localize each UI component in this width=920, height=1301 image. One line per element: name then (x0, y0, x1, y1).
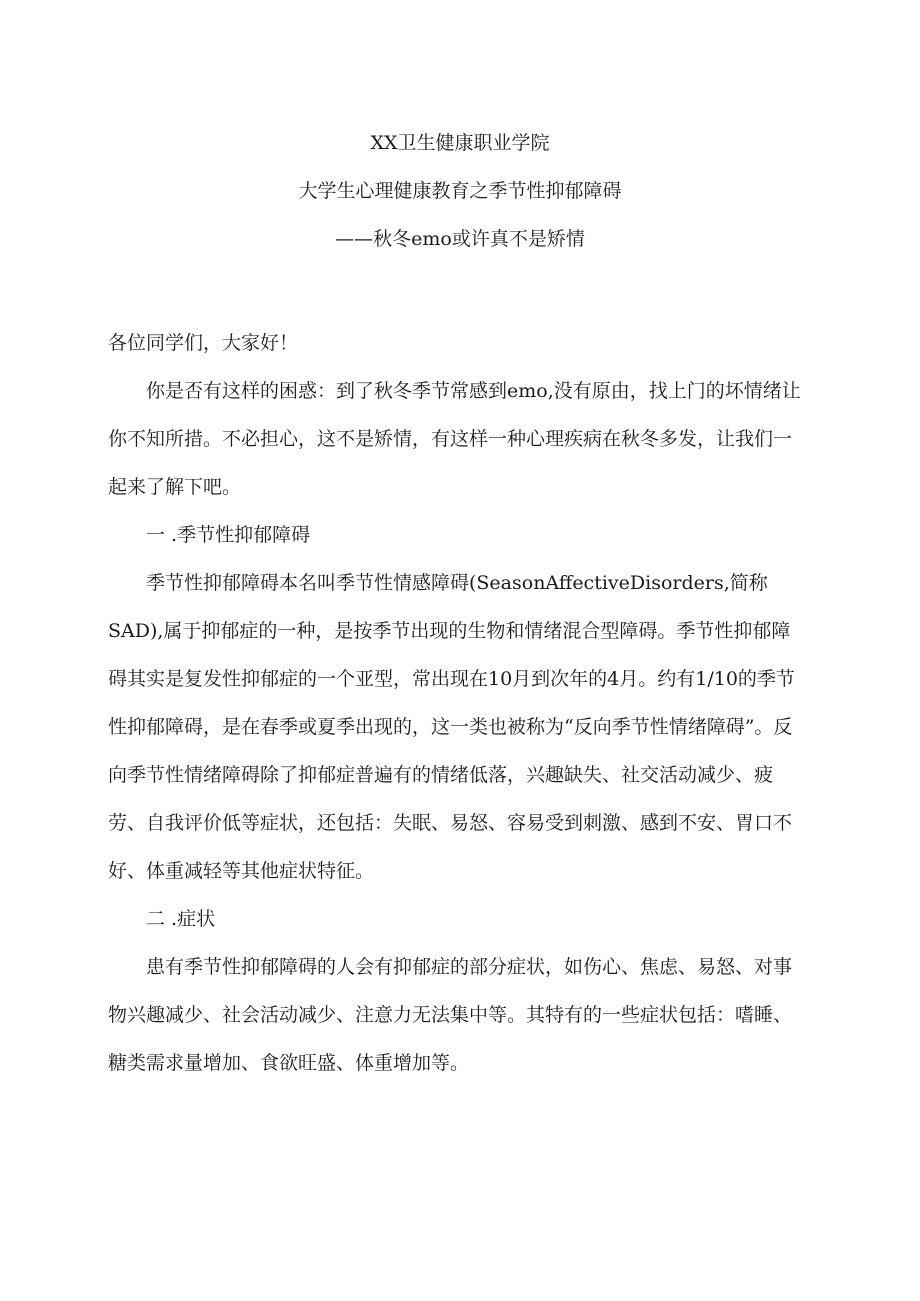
intro-paragraph: 你是否有这样的困惑：到了秋冬季节常感到emo,没有原由，找上门的坏情绪让你不知所措。不必担心，这不是矫情，有这样一种心理疾病在秋冬多发，让我们一起来了解下吧。 (108, 380, 801, 498)
greeting: 各位同学们，大家好！ (108, 332, 299, 354)
section-body-2: 患有季节性抑郁障碍的人会有抑郁症的部分症状，如伤心、焦虑、易怒、对事物兴趣减少、社会活动减少、注意力无法集中等。其特有的一些症状包括：嗜睡、糖类需求量增加、食欲旺盛、体重增加等。 (108, 956, 793, 1074)
section-body-1: 季节性抑郁障碍本名叫季节性情感障碍(SeasonAffectiveDisorders,简称SAD),属于抑郁症的一种，是按季节出现的生物和情绪混合型障碍。季节性抑郁障碍其实是复发性抑郁症的一个亚型，常出现在10月到次年的4月。约有1/10的季节性抑郁障碍，是在春季或夏季出现的，这一类也被称为“反向季节性情绪障碍”。反向季节性情绪障碍除了抑郁症普遍有的情绪低落，兴趣缺失、社交活动减少、疲劳、自我评价低等症状，还包括：失眠、易怒、容易受到刺激、感到不安、胃口不好、体重减轻等其他症状特征。 (108, 572, 795, 882)
section-heading-2: 二 .症状 (146, 908, 216, 930)
section-heading-1: 一 .季节性抑郁障碍 (146, 524, 311, 546)
document-subtitle: ——秋冬emo或许真不是矫情 (335, 228, 585, 250)
school-name: XX卫生健康职业学院 (370, 132, 550, 154)
document-title: 大学生心理健康教育之季节性抑郁障碍 (298, 180, 622, 202)
